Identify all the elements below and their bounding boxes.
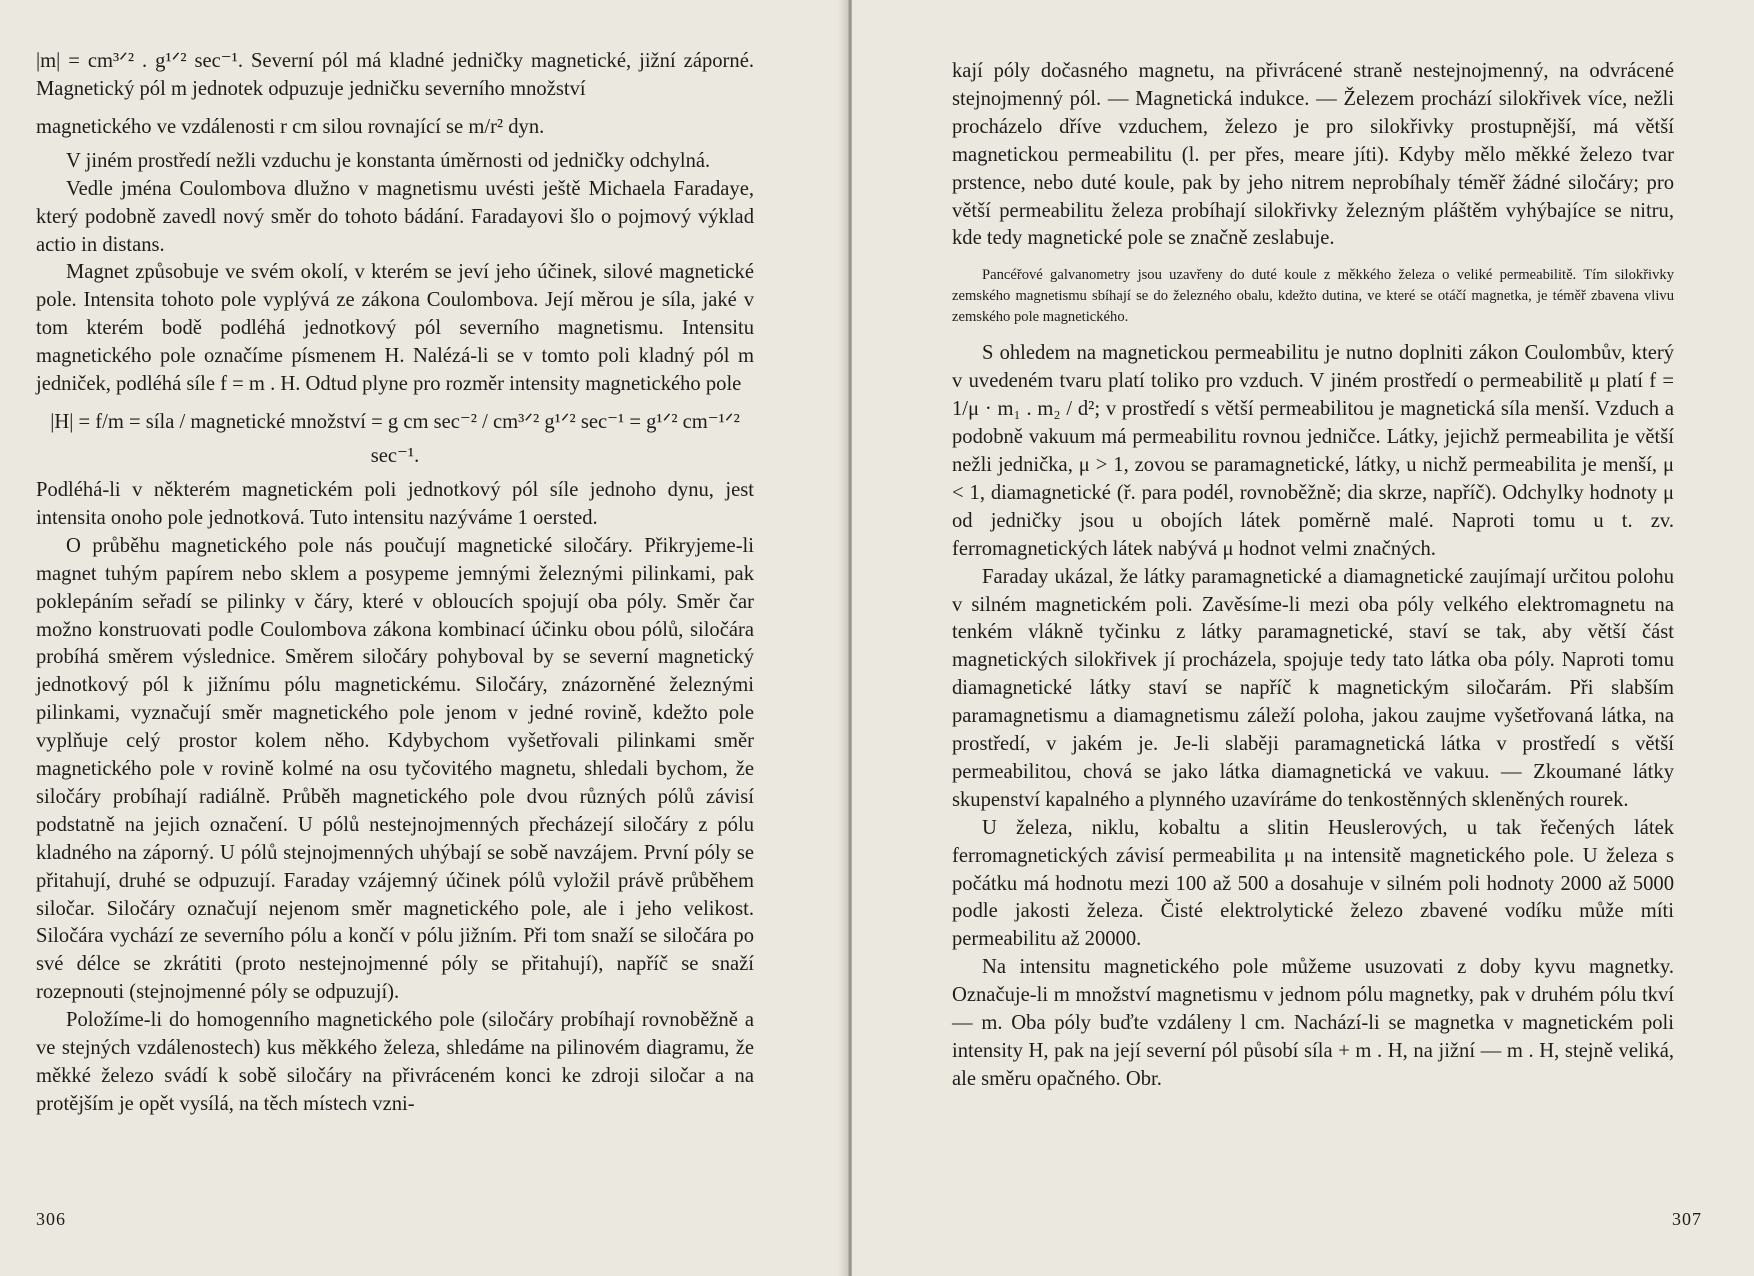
paragraph: magnetického ve vzdálenosti r cm silou rovnající se m/r² dyn. — [36, 115, 545, 138]
paragraph: Vedle jména Coulombova dlužno v magnetismu uvésti ještě Michaela Faradaye, který podobně zavedl nový směr do tohoto bádání. Faradayovi šlo o pojmový výklad actio in distans. — [36, 177, 754, 256]
page-number: 306 — [36, 1209, 66, 1229]
paragraph: V jiném prostředí nežli vzduchu je konstanta úměrnosti od jedničky odchylná. — [66, 149, 711, 172]
paragraph: Podléhá-li v některém magnetickém poli jednotkový pól síle jednoho dynu, jest intensita onoho pole jednotková. Tuto intensitu nazýváme 1 oersted. — [36, 478, 754, 529]
paragraph: U železa, niklu, kobaltu a slitin Heuslerových, u tak řečených látek ferromagnetických závisí permeabilita μ na intensitě magnetického pole. U železa s počátku má hodnotu mezi 100 až 500 a dosahuje v silném poli hodnoty 2000 až 5000 podle jakosti železa. Čisté elektrolytické železo zbavené vodíku může míti permeabilitu až 20000. — [952, 816, 1674, 951]
paragraph: S ohledem na magnetickou permeabilitu je nutno doplniti zákon Coulombův, který v uvedeném tvaru platí toliko pro vzduch. V jiném prostředí o permeabilitě μ platí f = 1/μ · m₁ . m₂ / d²; v prostředí s větší permeabilitou je magnetická síla menší. Vzduch a podobně vakuum má permeabilitu rovnou jedničce. Látky, jejichž permeabilita je větší nežli jednička, μ > 1, zovou se paramagnetické, látky, u nichž permeabilita je menší, μ < 1, diamagnetické (ř. para podél, rovnoběžně; dia skrze, napříč). Odchylky hodnoty μ od jedničky jsou u obojích látek poměrně malé. Naproti tomu u t. zv. ferromagnetických látek nabývá μ hodnot velmi značných. — [952, 342, 1674, 560]
paragraph: |m| = cm³ᐟ² . g¹ᐟ² sec⁻¹. Severní pól má kladné jedničky magnetické, jižní záporné. Magnetický pól m jednotek odpuzuje jedničku severního množství — [36, 50, 754, 100]
paragraph: Magnet způsobuje ve svém okolí, v kterém se jeví jeho účinek, silové magnetické pole. Intensita tohoto pole vyplývá ze zákona Coulombova. Její měrou je síla, jaké v tom kterém bodě podléhá jednotkový pól severního magnetismu. Intensitu magnetického pole označíme písmenem H. Nalézá-li se v tomto poli kladný pól m jedniček, podléhá síle f = m . H. Odtud plyne pro rozměr intensity magnetického pole — [36, 261, 754, 396]
left-page-text — [36, 48, 754, 1119]
paragraph: Položíme-li do homogenního magnetického pole (siločáry probíhají rovnoběžně a ve stejných vzdálenostech) kus měkkého železa, shledáme na pilinovém diagramu, že měkké železo svádí k sobě siločáry na přivráceném konci ke zdroji siločar a na protějším je opět vysílá, na těch místech vzni- — [36, 1009, 754, 1115]
paragraph: O průběhu magnetického pole nás poučují magnetické siločáry. Přikryjeme-li magnet tuhým papírem nebo sklem a posypeme jemnými železnými pilinkami, pak poklepáním seřadí se pilinky v čáry, které v obloucích spojují oba póly. Směr čar možno konstruovati podle Coulombova zákona kombinací účinku obou pólů, siločára probíhá směrem výslednice. Směrem siločáry pohyboval by se severní magnetický jednotkový pól k jižnímu pólu magnetickému. Siločáry, znázorněné železnými pilinkami, vyznačují směr magnetického pole jenom v jedné rovině, kdežto pole vyplňuje celý prostor kolem něho. Kdybychom vyšetřovali pilinkami směr magnetického pole v rovině kolmé na osu tyčovitého magnetu, shledali bychom, že siločáry probíhají radiálně. Průběh magnetického pole dvou různých pólů závisí podstatně na jejich označení. U pólů nestejnojmenných přecházejí siločáry z pólu kladného na záporný. U pólů stejnojmenných uhýbají se sobě navzájem. První póly se přitahují, druhé se odpuzují. Faraday vzájemný účinek pólů vyložil právě průběhem siločar. Siločáry označují nejenom směr magnetického pole, ale i jeho velikost. Siločára vychází ze severního pólu a končí v pólu jižním. Při tom snaží se siločára po své délce se zkrátiti (proto nestejnojmenné póly se přitahují), napříč se snaží rozepnouti (stejnojmenné póly se odpuzují). — [36, 534, 754, 1004]
equation: |H| = f/m = síla / magnetické množství = g cm sec⁻² / cm³ᐟ² g¹ᐟ² sec⁻¹ = g¹ᐟ² cm⁻¹ᐟ² sec⁻¹. — [50, 410, 740, 467]
paragraph: Na intensitu magnetického pole můžeme usuzovati z doby kyvu magnetky. Označuje-li m množství magnetismu v jednom pólu magnetky, pak v druhém pólu tkví — m. Oba póly buďte vzdáleny l cm. Nachází-li se magnetka v magnetickém poli intensity H, pak na její severní pól působí síla + m . H, na jižní — m . H, stejně veliká, ale směru opačného. Obr. — [952, 956, 1674, 1090]
left-page — [0, 0, 850, 1276]
footnote-paragraph: Pancéřové galvanometry jsou uzavřeny do duté koule z měkkého železa o veliké permeabilitě. Tím silokřivky zemského magnetismu sbíhají se do železného obalu, kdežto dutina, ve které se otáčí magnetka, je téměř zbavena vlivu zemského pole magnetického. — [952, 267, 1674, 326]
right-page-text — [952, 58, 1674, 1094]
page-number: 307 — [1672, 1209, 1702, 1229]
right-page — [852, 0, 1754, 1276]
paragraph: kají póly dočasného magnetu, na přivrácené straně nestejnojmenný, na odvrácené stejnojmenný pól. — Magnetická indukce. — Železem prochází silokřivek více, nežli procházelo dříve vzduchem, železo je pro silokřivky prostupnější, má větší magnetickou permeabilitu (l. per přes, meare jíti). Kdyby mělo měkké železo tvar prstence, nebo duté koule, pak by jeho nitrem neprobíhaly téměř žádné siločáry; pro větší permeabilitu železa probíhají silokřivky železným pláštěm vyhýbajíce se nitru, kde tedy magnetické pole se značně zeslabuje. — [952, 60, 1674, 250]
paragraph: Faraday ukázal, že látky paramagnetické a diamagnetické zaujímají určitou polohu v silném magnetickém poli. Zavěsíme-li mezi oba póly velkého elektromagnetu na tenkém vlákně tyčinku z látky paramagnetické, staví se tak, aby větší část magnetických silokřivek jí procházela, spojuje tedy tato látka oba póly. Naproti tomu diamagnetické látky staví se napříč k magnetickým siločarám. Při slabším paramagnetismu a diamagnetismu záleží poloha, jakou zaujme vyšetřovaná látka, na prostředí, v jakém je. Je-li slaběji paramagnetická látka v prostředí s větší permeabilitou, chová se jako látka diamagnetická ve vakuu. — Zkoumané látky skupenství kapalného a plynného uzavíráme do tenkostěnných skleněných rourek. — [952, 565, 1674, 811]
